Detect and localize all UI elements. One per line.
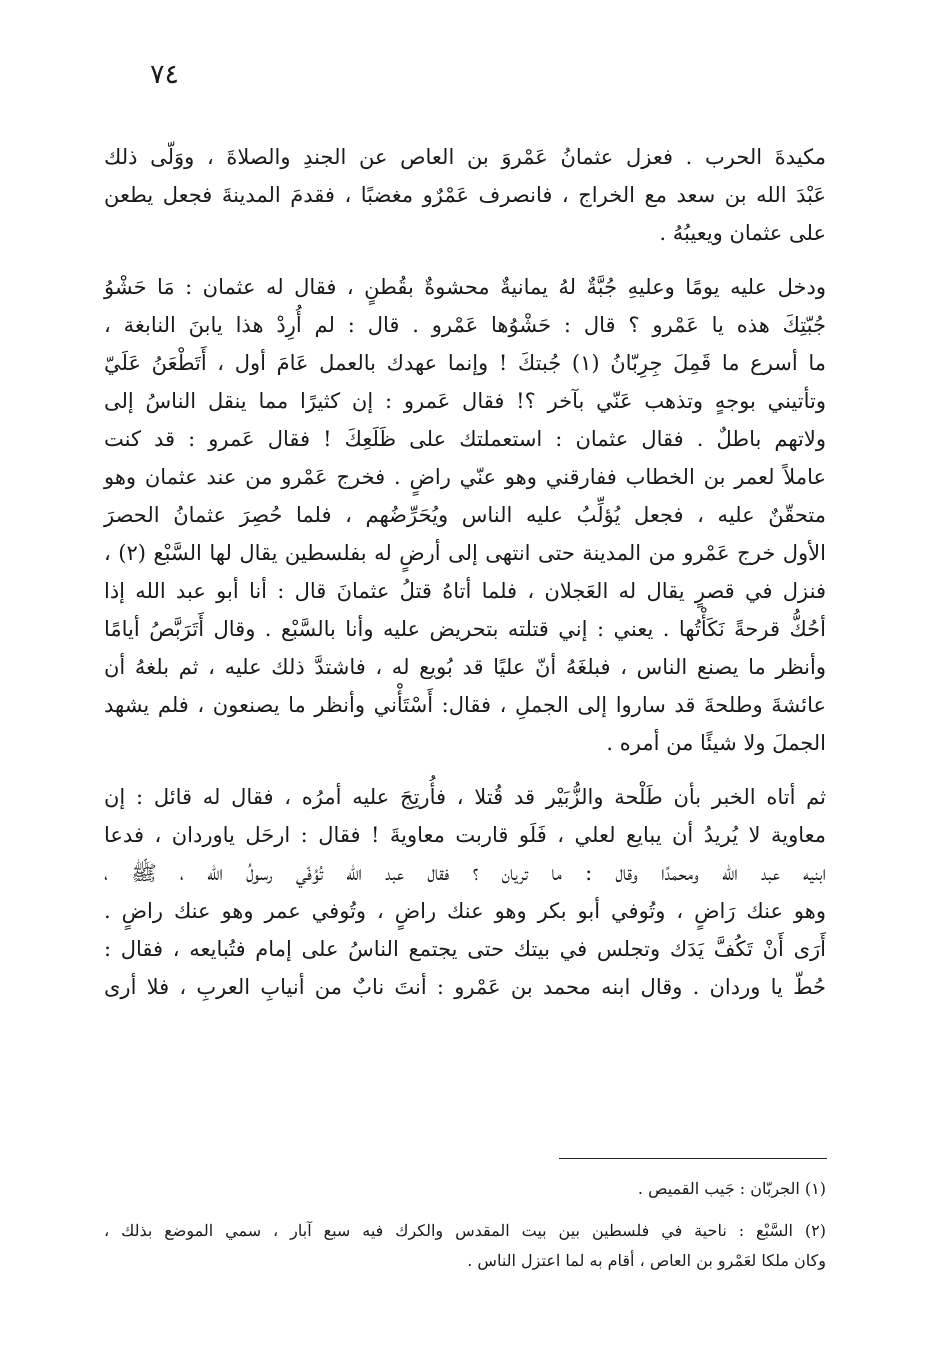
text-line: أحُكُّ قرحةً نَكَأْتُها . يعني : إني قتلته بتحريض عليه وأنا بالسَّبْع . وقال أَتَرَبَّصُ أيامًا: [104, 617, 826, 641]
text-line: مكيدةَ الحرب . فعزل عثمانُ عَمْروَ بن العاص عن الجندِ والصلاةَ ، ووَلّى ذلك: [104, 145, 826, 169]
footnote-line: (٢) السَّبْع : ناحية في فلسطين بين بيت المقدس والكرك فيه سبع آبار ، سمي الموضع بذلك ،: [104, 1221, 826, 1240]
text-line: جُبّتِكَ هذه يا عَمْرو ؟ قال : حَشْوُها عَمْرو . قال : لم أُرِدْ هذا يابنَ النابغة ،: [104, 313, 826, 337]
text-line: عَبْدَ الله بن سعد مع الخراج ، فانصرف عَمْرٌو مغضبًا ، فقدمَ المدينةَ فجعل يطعن: [104, 183, 826, 207]
text-line: ابنيه عبد الله ومحمدًا وقال : ما تريان ؟ فقال عبد الله تُوُفّي رسولُ الله ، ﷺ ،: [104, 861, 826, 885]
footnote-line: وكان ملكا لعَمْرو بن العاص ، أقام به لما اعتزل الناس .: [467, 1251, 826, 1270]
text-line: وهو عنك رَاضٍ ، وتُوفي أبو بكر وهو عنك راضٍ ، وتُوفي عمر وهو عنك راضٍ .: [104, 899, 826, 923]
text-line: فنزل في قصرٍ يقال له العَجلان ، فلما أتاهُ قتلُ عثمانَ قال : أنا أبو عبد الله إذا: [104, 579, 826, 603]
text-line: معاوية لا يُريدُ أن يبايع لعلي ، فَلَو قاربت معاويةَ ! فقال : ارحَل ياوردان ، فدعا: [104, 823, 826, 847]
text-line: ثم أتاه الخبر بأن طَلْحة والزُّبَيْر قد قُتلا ، فأُرتِجَ عليه أمرُه ، فقال له قائل : إن: [104, 785, 826, 809]
text-line: ما أسرع ما قَمِلَ جِرِبّانُ (١) جُبتكَ ! وإنما عهدك بالعمل عَامَ أول ، أَتَطْعَنُ عَلَيّ: [104, 351, 827, 375]
text-line: على عثمان ويعيبُهُ .: [659, 221, 826, 245]
text-line: عاملاً لعمر بن الخطاب ففارقني وهو عنّي راضٍ . فخرج عَمْرو من عند عثمان وهو: [104, 465, 826, 489]
footnote-line: (١) الجربّان : جَيب القميص .: [637, 1179, 826, 1198]
paragraph: [104, 138, 826, 252]
footnotes: [104, 1174, 826, 1276]
footnote: [104, 1216, 826, 1276]
text-line: أَرَى أَنْ تَكُفَّ يَدَك وتجلس في بيتك حتى يجتمع الناسُ على إمام فتُبايعه ، فقال :: [104, 937, 826, 961]
text-line: عائشةَ وطلحةَ قد ساروا إلى الجملِ ، فقال: أَسْتَأْني وأنظر ما يصنعون ، فلم يشهد: [104, 693, 826, 717]
text-line: حُطّ يا وردان . وقال ابنه محمد بن عَمْرو : أنتَ نابٌ من أنيابِ العربِ ، فلا أرى: [104, 975, 826, 999]
text-line: الأول خرج عَمْرو من المدينة حتى انتهى إلى أرضٍ له بفلسطين يقال لها السَّبْع (٢) ،: [104, 541, 826, 565]
text-line: وأنظر ما يصنع الناس ، فبلغَهُ أنّ عليًا قد بُويع له ، فاشتدَّ ذلك عليه ، ثم بلغهُ أن: [104, 655, 826, 679]
text-line: الجملَ ولا شيئًا من أمره .: [606, 731, 826, 755]
paragraph: [104, 778, 826, 1006]
text-line: متحقّنٌ عليه ، فجعل يُؤلِّبُ عليه الناس ويُحَرِّضُهم ، فلما حُصِرَ عثمانُ الحصرَ: [104, 503, 826, 527]
footnote: [104, 1174, 826, 1204]
page-number: ٧٤: [150, 59, 180, 90]
text-line: ولاتهم باطلٌ . فقال عثمان : استعملتك على ظَلَعِكَ ! فقال عَمرو : قد كنت: [104, 427, 826, 451]
text-line: ودخل عليه يومًا وعليهِ جُبَّةٌ لهُ يمانيةٌ محشوةٌ بقُطنٍ ، فقال له عثمان : مَا حَشْوُ: [104, 275, 826, 299]
text-line: وتأتيني بوجهٍ وتذهب عَنّي بآخر ؟! فقال عَمرو : إن كثيرًا مما ينقل الناسُ إلى: [104, 389, 826, 413]
paragraph: [104, 268, 826, 762]
footnote-separator: [559, 1158, 827, 1159]
main-text: [104, 138, 826, 1006]
